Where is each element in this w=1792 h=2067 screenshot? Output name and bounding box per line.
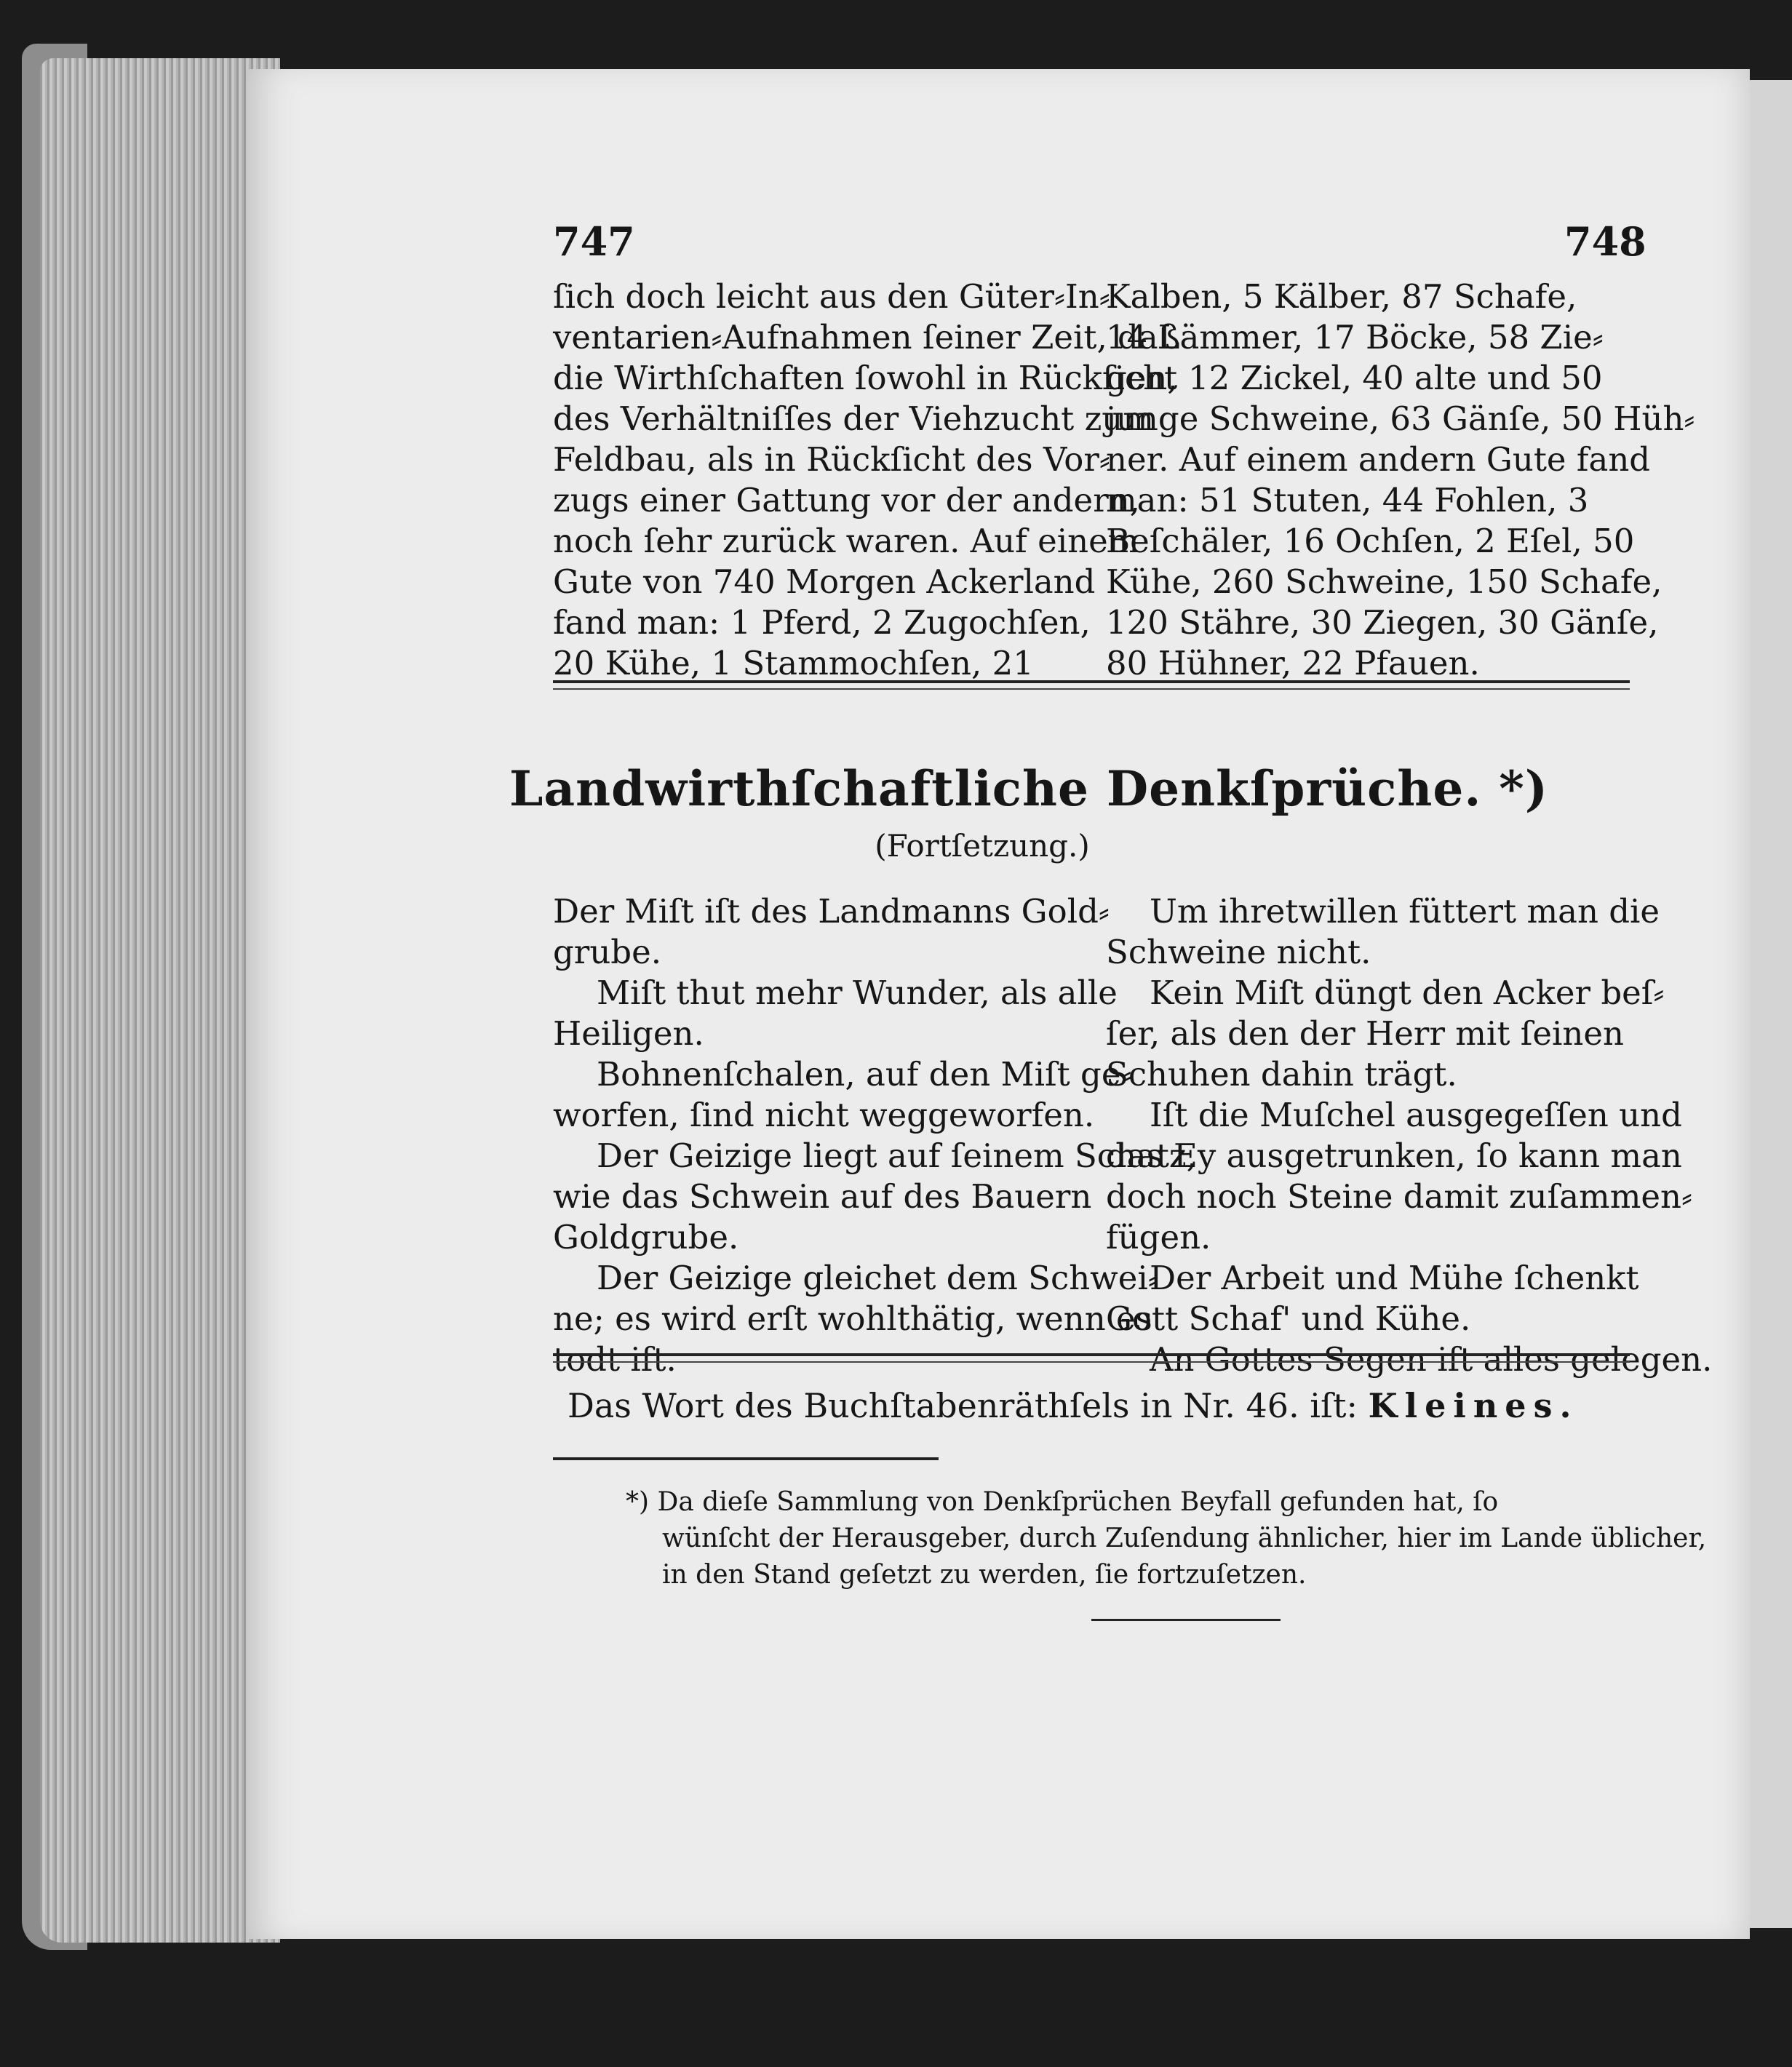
text-line: Der Arbeit und Mühe ſchenkt xyxy=(1150,1259,1639,1297)
text-line: Schuhen dahin trägt. xyxy=(1106,1055,1457,1094)
text-line: ſer, als den der Herr mit ſeinen xyxy=(1106,1014,1624,1053)
text-line: junge Schweine, 63 Gänſe, 50 Hüh⸗ xyxy=(1106,399,1695,438)
footnote-line: *) Da dieſe Sammlung von Denkſprüchen Beyfall gefunden hat, ſo xyxy=(626,1487,1499,1517)
page-number-right: 748 xyxy=(1564,218,1646,265)
riddle-prefix: Das Wort des Buchſtabenräthſels in Nr. 46. iſt: xyxy=(568,1386,1358,1425)
text-line: Gott Schaf' und Kühe. xyxy=(1106,1299,1471,1338)
text-line: Goldgrube. xyxy=(553,1218,739,1256)
saying xyxy=(553,891,1110,973)
top-right-column xyxy=(1106,276,1695,684)
top-left-column xyxy=(553,276,1180,684)
text-line: Der Geizige liegt auf ſeinem Schatz, xyxy=(597,1136,1197,1175)
text-line: man: 51 Stuten, 44 Fohlen, 3 xyxy=(1106,481,1589,519)
text-line: 80 Hühner, 22 Pfauen. xyxy=(1106,644,1480,682)
text-line: An Gottes Segen iſt alles gelegen. xyxy=(1150,1340,1713,1379)
page-edges-stack xyxy=(40,58,280,1943)
text-line: ner. Auf einem andern Gute fand xyxy=(1106,440,1651,479)
text-line: fügen. xyxy=(1106,1218,1211,1256)
text-line: Kein Miſt düngt den Acker beſ⸗ xyxy=(1150,973,1665,1012)
text-line: Heiligen. xyxy=(553,1014,704,1053)
text-line: Kühe, 260 Schweine, 150 Schafe, xyxy=(1106,562,1662,601)
text-line: Beſchäler, 16 Ochſen, 2 Eſel, 50 xyxy=(1106,522,1635,560)
text-line: worfen, ſind nicht weggeworfen. xyxy=(553,1096,1095,1134)
text-line: wie das Schwein auf des Bauern xyxy=(553,1177,1092,1216)
saying xyxy=(553,1054,1132,1136)
text-line: doch noch Steine damit zuſammen⸗ xyxy=(1106,1177,1693,1216)
text-line: todt iſt. xyxy=(553,1340,677,1379)
sayings-right-column xyxy=(1106,891,1713,1380)
riddle-answer: Kleines. xyxy=(1368,1386,1579,1425)
saying xyxy=(553,973,1118,1054)
text-line: die Wirthſchaften ſowohl in Rückſicht xyxy=(553,359,1178,397)
text-line: Bohnenſchalen, auf den Miſt ge⸗ xyxy=(597,1055,1132,1094)
text-line: Miſt thut mehr Wunder, als alle xyxy=(597,973,1118,1012)
text-line: Gute von 740 Morgen Ackerland xyxy=(553,562,1096,601)
section-subheading: (Fortſetzung.) xyxy=(875,828,1090,864)
saying xyxy=(1106,1095,1693,1258)
saying xyxy=(1106,891,1660,973)
footnote-rule xyxy=(553,1457,939,1460)
text-line: fand man: 1 Pferd, 2 Zugochſen, xyxy=(553,603,1091,642)
text-line: zugs einer Gattung vor der andern, xyxy=(553,481,1140,519)
closing-rule xyxy=(1091,1619,1281,1621)
text-line: ſich doch leicht aus den Güter⸗In⸗ xyxy=(553,277,1110,316)
saying xyxy=(1106,1258,1639,1339)
text-line: ne; es wird erſt wohlthätig, wenn es xyxy=(553,1299,1152,1338)
page-number-left: 747 xyxy=(553,218,635,265)
text-line: Um ihretwillen füttert man die xyxy=(1150,892,1660,931)
text-line: Der Geizige gleichet dem Schwei⸗ xyxy=(597,1259,1159,1297)
section-heading: Landwirthſchaftliche Denkſprüche. *) xyxy=(509,760,1549,817)
text-line: Kalben, 5 Kälber, 87 Schafe, xyxy=(1106,277,1577,316)
text-line: 20 Kühe, 1 Stammochſen, 21 xyxy=(553,644,1034,682)
footnote-line: in den Stand geſetzt zu werden, ſie fortzuſetzen. xyxy=(662,1560,1307,1590)
section-divider xyxy=(553,1353,1630,1363)
text-line: des Verhältniſſes der Viehzucht zum xyxy=(553,399,1154,438)
text-line: noch ſehr zurück waren. Auf einem xyxy=(553,522,1139,560)
footnote xyxy=(553,1484,1707,1593)
section-divider xyxy=(553,680,1630,690)
text-line: gen, 12 Zickel, 40 alte und 50 xyxy=(1106,359,1603,397)
text-line: Iſt die Muſchel ausgegeſſen und xyxy=(1150,1096,1682,1134)
text-line: 14 Lämmer, 17 Böcke, 58 Zie⸗ xyxy=(1106,318,1604,357)
footnote-line: wünſcht der Herausgeber, durch Zuſendung ähnlicher, hier im Lande üblicher, xyxy=(662,1524,1707,1553)
text-line: grube. xyxy=(553,933,662,971)
riddle-answer-line xyxy=(568,1386,1578,1425)
text-line: 120 Stähre, 30 Ziegen, 30 Gänſe, xyxy=(1106,603,1659,642)
text-line: Der Miſt iſt des Landmanns Gold⸗ xyxy=(553,892,1110,931)
text-line: Feldbau, als in Rückſicht des Vor⸗ xyxy=(553,440,1110,479)
text-line: ventarien⸗Aufnahmen ſeiner Zeit, daß xyxy=(553,318,1180,357)
saying xyxy=(1106,973,1665,1095)
next-leaf-edge xyxy=(1743,80,1792,1928)
text-line: Schweine nicht. xyxy=(1106,933,1371,971)
text-line: das Ey ausgetrunken, ſo kann man xyxy=(1106,1136,1682,1175)
